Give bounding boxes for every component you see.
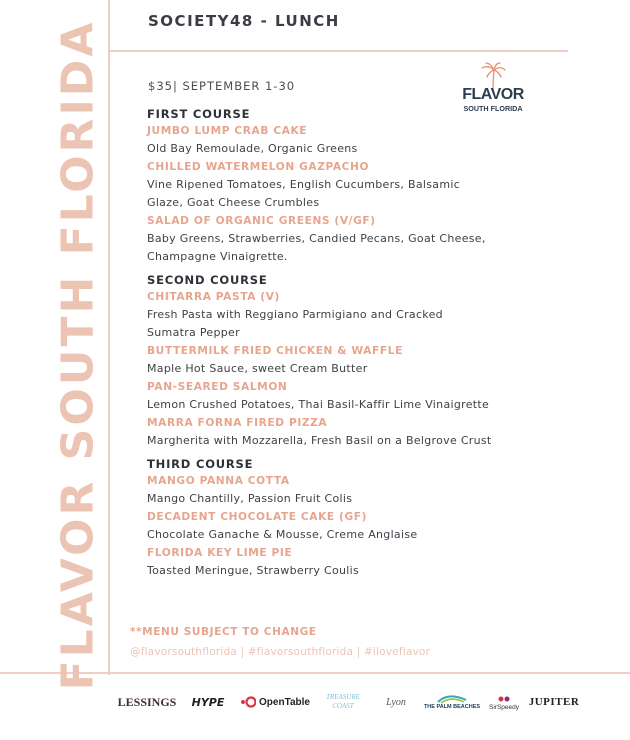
sir-speedy-label: SirSpeedy (489, 703, 519, 711)
dish-name: MARRA FORNA FIRED PIZZA (147, 417, 328, 429)
lessings-logo (118, 686, 176, 718)
dish-description: Lemon Crushed Potatoes, Thai Basil-Kaffir Lime Vinaigrette (147, 398, 490, 411)
dish-name: CHITARRA PASTA (V) (147, 291, 280, 303)
logo-wordmark: FLAVOR (462, 86, 524, 103)
logo-subtitle: SOUTH FLORIDA (463, 104, 523, 113)
lessings-label: LESSINGS (117, 694, 177, 709)
header-divider-line (108, 50, 568, 52)
price-date-line: $35| SEPTEMBER 1-30 (148, 79, 296, 93)
dish-name: CHILLED WATERMELON GAZPACHO (147, 161, 370, 173)
dish-description: Champagne Vinaigrette. (147, 250, 288, 263)
opentable-label: OpenTable (259, 696, 310, 708)
left-divider-line (108, 0, 110, 675)
dish-name: JUMBO LUMP CRAB CAKE (147, 125, 308, 137)
dish-name: SALAD OF ORGANIC GREENS (V/GF) (147, 215, 376, 227)
social-hashtags: @flavorsouthflorida | #flavorsouthflorida | #iloveflavor (130, 646, 431, 658)
palm-beaches-logo (423, 686, 481, 718)
opentable-dot-icon (240, 696, 256, 708)
dish-name: DECADENT CHOCOLATE CAKE (GF) (147, 511, 368, 523)
palm-beaches-label: THE PALM BEACHES (423, 704, 481, 710)
course-heading: THIRD COURSE (147, 457, 254, 471)
page-title: SOCIETY48 - LUNCH (148, 12, 340, 30)
dish-description: Old Bay Remoulade, Organic Greens (147, 142, 358, 155)
sir-speedy-mark-icon (498, 694, 510, 704)
treasure-coast-label: TREASURE COAST (326, 693, 360, 710)
opentable-logo (236, 686, 314, 718)
sir-speedy-logo (484, 686, 524, 718)
dish-description: Sumatra Pepper (147, 326, 240, 339)
dish-description: Toasted Meringue, Strawberry Coulis (147, 564, 360, 577)
dish-name: MANGO PANNA COTTA (147, 475, 290, 487)
dish-description: Fresh Pasta with Reggiano Parmigiano and Cracked (147, 308, 443, 321)
hype-logo (190, 686, 226, 718)
jupiter-logo (528, 686, 580, 718)
course-heading: SECOND COURSE (147, 273, 268, 287)
flavor-south-florida-logo (458, 62, 528, 112)
dish-description: Baby Greens, Strawberries, Candied Pecans, Goat Cheese, (147, 232, 486, 245)
dish-description: Margherita with Mozzarella, Fresh Basil on a Belgrove Crust (147, 434, 492, 447)
script-logo (376, 686, 416, 718)
dish-name: FLORIDA KEY LIME PIE (147, 547, 293, 559)
dish-description: Glaze, Goat Cheese Crumbles (147, 196, 320, 209)
jupiter-label: JUPITER (528, 696, 580, 708)
dish-name: BUTTERMILK FRIED CHICKEN & WAFFLE (147, 345, 403, 357)
treasure-coast-logo (318, 686, 368, 718)
dish-description: Chocolate Ganache & Mousse, Creme Anglaise (147, 528, 418, 541)
wave-icon (437, 694, 467, 704)
dish-description: Maple Hot Sauce, sweet Cream Butter (147, 362, 368, 375)
script-logo-label: Lyon (386, 696, 406, 708)
hype-label: HYPE (191, 695, 225, 709)
dish-description: Vine Ripened Tomatoes, English Cucumbers, Balsamic (147, 178, 461, 191)
dish-name: PAN-SEARED SALMON (147, 381, 288, 393)
dish-description: Mango Chantilly, Passion Fruit Colis (147, 492, 353, 505)
sponsor-logos (118, 686, 588, 718)
course-heading: FIRST COURSE (147, 107, 251, 121)
vertical-brand-text: FLAVOR SOUTH FLORIDA (52, 19, 104, 691)
menu-body (147, 107, 567, 583)
menu-disclaimer: **MENU SUBJECT TO CHANGE (130, 626, 317, 638)
